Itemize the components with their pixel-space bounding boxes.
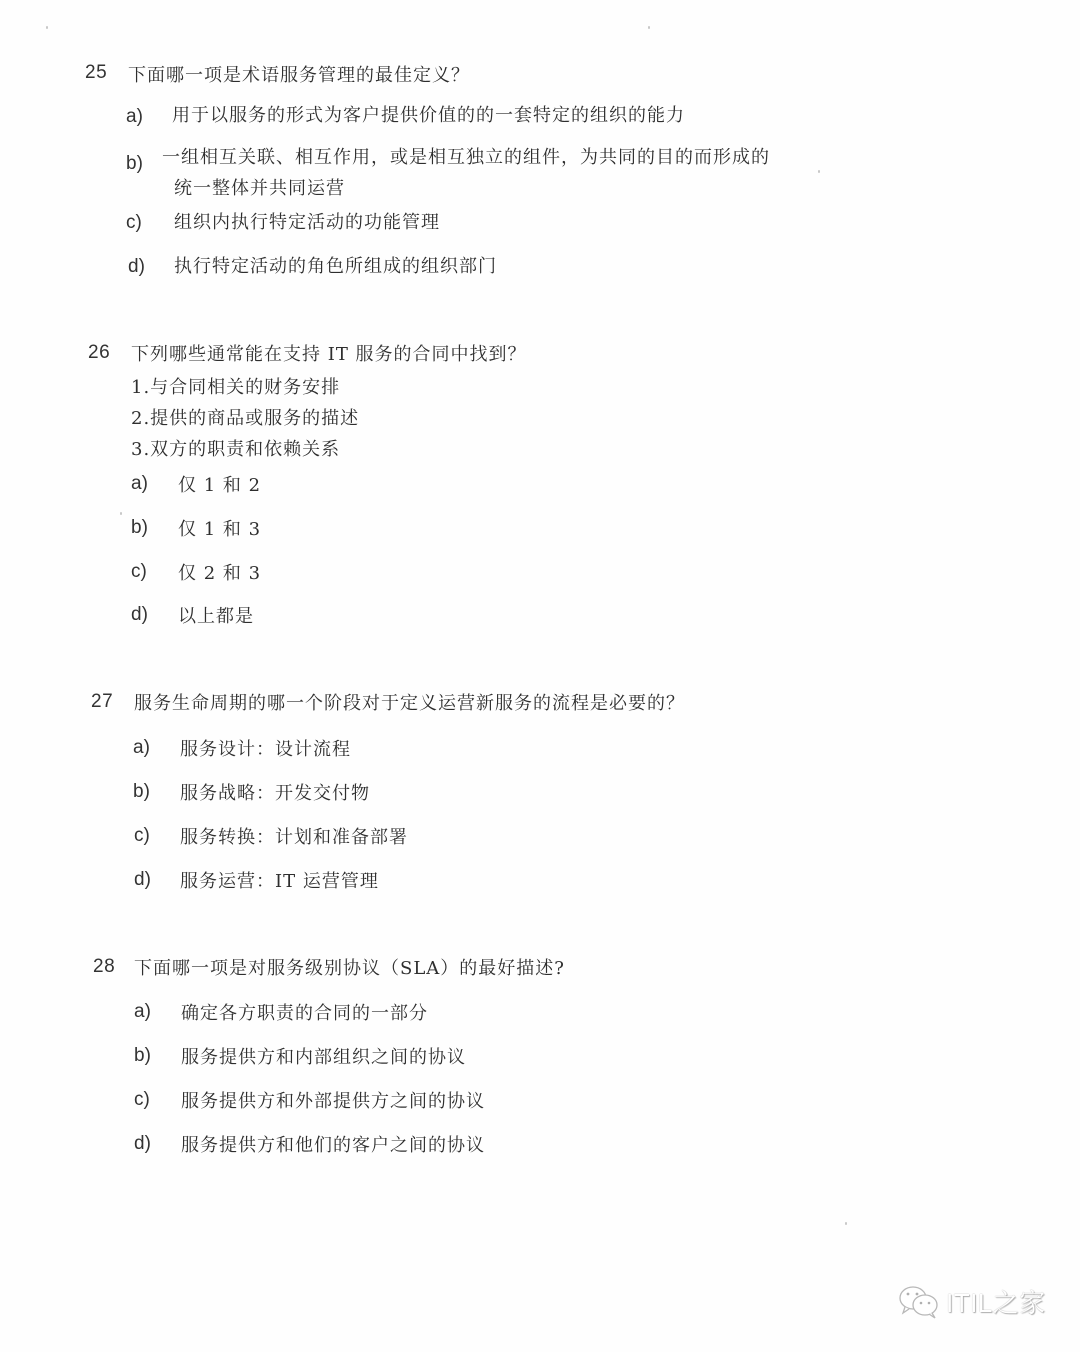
option-text-c: 仅 2 和 3 xyxy=(178,563,262,584)
option-text-a: 确定各方职责的合同的一部分 xyxy=(181,1003,428,1024)
statement-3: 3.双方的职责和依赖关系 xyxy=(131,439,341,460)
option-letter-b: b) xyxy=(131,517,148,538)
question-text: 下面哪一项是对服务级别协议（SLA）的最好描述? xyxy=(134,958,565,979)
option-letter-c: c) xyxy=(134,1089,150,1110)
statement-2: 2.提供的商品或服务的描述 xyxy=(131,408,360,429)
option-text-b-continued: 统一整体并共同运营 xyxy=(174,178,345,199)
option-text-c: 服务提供方和外部提供方之间的协议 xyxy=(181,1091,485,1112)
question-number: 27 xyxy=(91,691,114,712)
option-text-b: 仅 1 和 3 xyxy=(178,519,262,540)
question-text: 下列哪些通常能在支持 IT 服务的合同中找到？ xyxy=(131,344,527,365)
option-letter-b: b) xyxy=(134,1045,151,1066)
scan-speck xyxy=(845,1222,847,1225)
option-text-a: 服务设计：设计流程 xyxy=(180,739,351,760)
question-text: 下面哪一项是术语服务管理的最佳定义？ xyxy=(128,65,470,86)
option-text-b: 服务战略：开发交付物 xyxy=(180,783,370,804)
option-letter-a: a) xyxy=(131,473,148,494)
option-text-b: 服务提供方和内部组织之间的协议 xyxy=(181,1047,466,1068)
option-text-a: 用于以服务的形式为客户提供价值的的一套特定的组织的能力 xyxy=(172,105,685,126)
option-letter-d: d) xyxy=(131,604,148,625)
scan-speck xyxy=(818,170,820,173)
option-text-b: 一组相互关联、相互作用，或是相互独立的组件，为共同的目的而形成的 xyxy=(162,147,770,168)
option-letter-d: d) xyxy=(134,1133,151,1154)
statement-1: 1.与合同相关的财务安排 xyxy=(131,377,341,398)
question-number: 25 xyxy=(85,62,108,83)
option-letter-c: c) xyxy=(131,561,147,582)
option-letter-b: b) xyxy=(133,781,150,802)
option-text-d: 服务提供方和他们的客户之间的协议 xyxy=(181,1135,485,1156)
option-letter-a: a) xyxy=(126,106,143,127)
option-text-d: 服务运营：IT 运营管理 xyxy=(180,871,379,892)
option-text-d: 以上都是 xyxy=(178,606,254,627)
wechat-icon xyxy=(898,1285,940,1319)
option-letter-a: a) xyxy=(134,1001,151,1022)
option-letter-c: c) xyxy=(134,825,150,846)
option-letter-d: d) xyxy=(128,256,145,277)
question-text: 服务生命周期的哪一个阶段对于定义运营新服务的流程是必要的？ xyxy=(134,693,685,714)
scan-speck xyxy=(648,26,650,29)
option-text-c: 组织内执行特定活动的功能管理 xyxy=(174,212,440,233)
option-letter-b: b) xyxy=(126,153,143,174)
watermark xyxy=(898,1283,1046,1320)
scan-speck xyxy=(46,26,48,29)
option-text-c: 服务转换：计划和准备部署 xyxy=(180,827,408,848)
option-letter-a: a) xyxy=(133,737,150,758)
question-number: 28 xyxy=(93,956,116,977)
watermark-text: ITIL之家 xyxy=(946,1288,1046,1318)
option-letter-d: d) xyxy=(134,869,151,890)
option-text-d: 执行特定活动的角色所组成的组织部门 xyxy=(174,256,497,277)
scan-speck xyxy=(120,512,122,515)
question-number: 26 xyxy=(88,342,111,363)
option-text-a: 仅 1 和 2 xyxy=(178,475,262,496)
option-letter-c: c) xyxy=(126,212,142,233)
